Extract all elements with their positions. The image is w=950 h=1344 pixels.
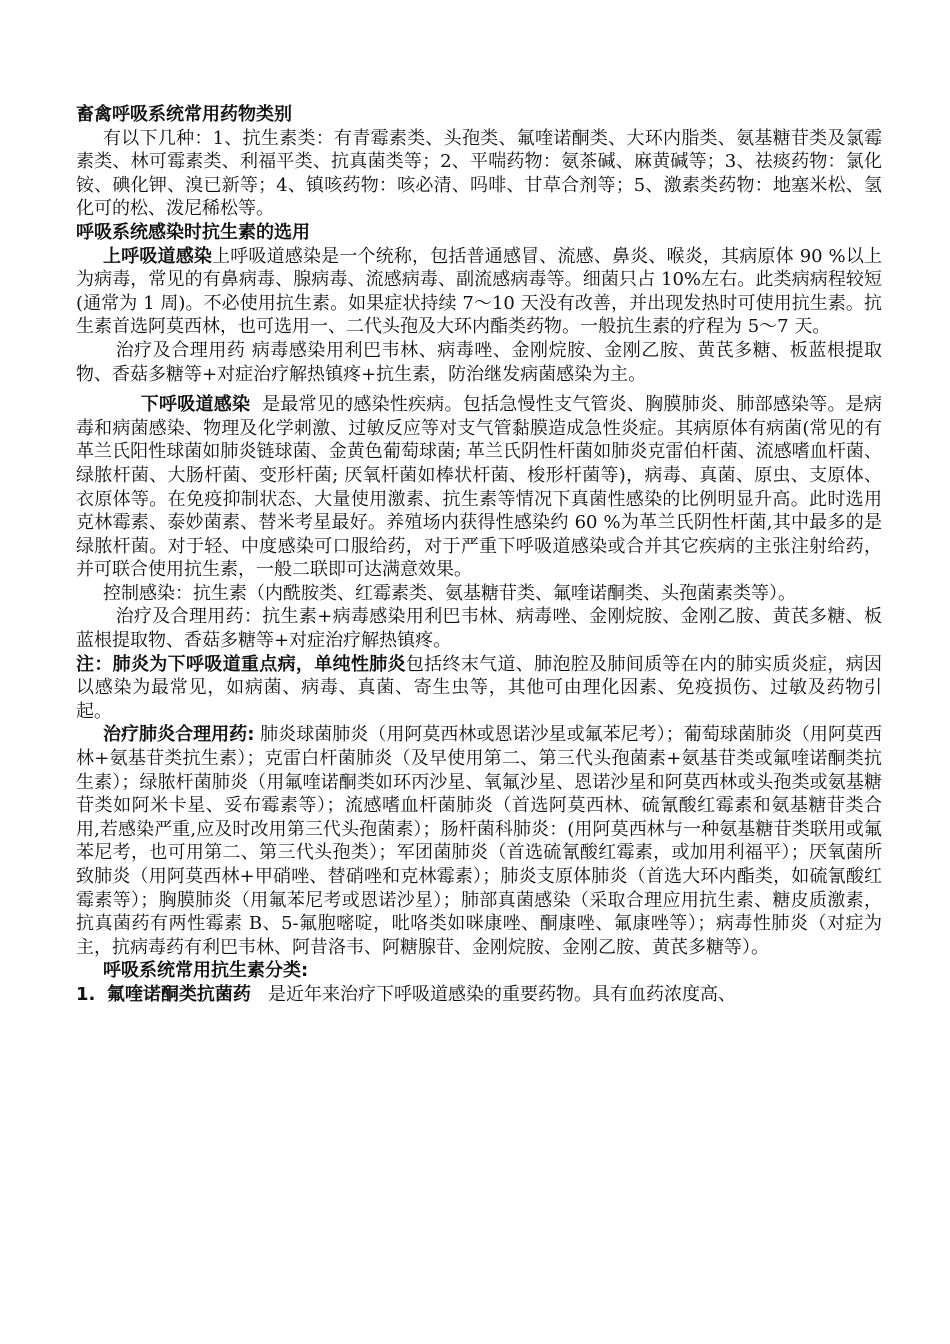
heading-pneumonia-note: 注：肺炎为下呼吸道重点病，单纯性肺炎 [76,653,406,675]
heading-fluoroquinolones: 氟喹诺酮类抗菌药 [106,983,251,1005]
heading-upper-respiratory: 上呼吸道感染 [103,245,213,267]
paragraph-lower-treatment: 治疗及合理用药：抗生素+病毒感染用利巴韦林、病毒唑、金刚烷胺、金刚乙胺、黄芪多糖、板蓝根提取物、香菇多糖等+对症治疗解热镇疼。 [76,606,882,652]
text-pneumonia-note: 包括终末气道、肺泡腔及肺间质等在内的肺实质炎症，病因以感染为最常见，如病菌、病毒、真菌、寄生虫等，其他可由理化因素、免疫损伤、过敏及药物引起。 [76,653,882,722]
section-title-drug-categories: 畜禽呼吸系统常用药物类别 [76,104,292,125]
paragraph-pneumonia-treatment [76,723,882,959]
paragraph-item-1 [76,983,882,1007]
heading-antibiotic-classes: 呼吸系统常用抗生素分类: [103,960,309,982]
paragraph-control-infection: 控制感染：抗生素（内酰胺类、红霉素类、氨基糖苷类、氟喹诺酮类、头孢菌素类等）。 [103,582,796,604]
paragraph-upper-respiratory [76,245,882,339]
text-pneumonia-treatment: 肺炎球菌肺炎（用阿莫西林或恩诺沙星或氟苯尼考）；葡萄球菌肺炎（用阿莫西林+氨基苷类抗生素）；克雷白杆菌肺炎（及早使用第二、第三代头孢菌素+氨基苷类或氟喹诺酮类抗生素）；绿脓杆菌肺炎（用氟喹诺酮类如环丙沙星、氧氟沙星、恩诺沙星和阿莫西林或头孢类或氨基糖苷类如阿米卡星、妥布霉素等）；流感嗜血杆菌肺炎（首选阿莫西林、硫氰酸红霉素和氨基糖苷类合用,若感染严重,应及时改用第三代头孢菌素）；肠杆菌科肺炎：(用阿莫西林与一种氨基糖苷类联用或氟苯尼考，也可用第二、第三代头孢类）；军团菌肺炎（首选硫氰酸红霉素，或加用利福平）；厌氧菌所致肺炎（用阿莫西林+甲硝唑、替硝唑和克林霉素）；肺炎支原体肺炎（首选大环内酯类，如硫氰酸红霉素等）；胸膜肺炎（用氟苯尼考或恩诺沙星）；肺部真菌感染（采取合理应用抗生素、糖皮质激素，抗真菌药有两性霉素 B、5-氟胞嘧啶，吡咯类如咪康唑、酮康唑、氟康唑等）；病毒性肺炎（对症为主，抗病毒药有利巴韦林、阿昔洛韦、阿糖腺苷、金刚烷胺、金刚乙胺、黄芪多糖等）。 [76,724,883,958]
text-lower-respiratory: 是最常见的感染性疾病。包括急慢性支气管炎、胸膜肺炎、肺部感染等。是病毒和病菌感染、物理及化学刺激、过敏反应等对支气管黏膜造成急性炎症。其病原体有病菌(常见的有革兰氏阳性球菌如肺炎链球菌、金黄色葡萄球菌; 革兰氏阴性杆菌如肺炎克雷伯杆菌、流感嗜血杆菌、绿脓杆菌、大肠杆菌、变形杆菌; 厌氧杆菌如棒状杆菌、梭形杆菌等)，病毒、真菌、原虫、支原体、衣原体等。在免疫抑制状态、大量使用激素、抗生素等情况下真菌性感染的比例明显升高。此时选用克林霉素、泰妙菌素、替米考星最好。养殖场内获得性感染约 60 %为革兰氏阴性杆菌,其中最多的是绿脓杆菌。对于轻、中度感染可口服给药，对于严重下呼吸道感染或合并其它疾病的主张注射给药，并可联合使用抗生素，一般二联即可达满意效果。 [76,394,883,581]
heading-pneumonia-treatment: 治疗肺炎合理用药: [103,724,255,746]
text-upper-respiratory: 上呼吸道感染是一个统称，包括普通感冒、流感、鼻炎、喉炎，其病原体 90 %以上为病毒，常见的有鼻病毒、腺病毒、流感病毒、副流感病毒等。细菌只占 10%左右。此类病病程较短(通常为 1 周)。不必使用抗生素。如果症状持续 7～10 天没有改善，并出现发热时可使用抗生素。抗生素首选阿莫西林，也可选用一、二代头孢及大环内酯类药物。一般抗生素的疗程为 5～7 天。 [76,245,882,338]
document-page [76,103,882,1007]
paragraph-pneumonia-note [76,653,882,724]
item-1-number: 1. [76,983,96,1005]
heading-lower-respiratory: 下呼吸道感染 [140,394,251,416]
section-title-antibiotic-selection: 呼吸系统感染时抗生素的选用 [76,221,310,243]
text-fluoroquinolones: 是近年来治疗下呼吸道感染的重要药物。具有血药浓度高、 [268,983,736,1005]
paragraph-drug-list: 有以下几种：1、抗生素类：有青霉素类、头孢类、氟喹诺酮类、大环内脂类、氨基糖苷类及氯霉素类、林可霉素类、利福平类、抗真菌类等；2、平喘药物：氨茶碱、麻黄碱等；3、祛痰药物：氯化铵、碘化钾、溴已新等；4、镇咳药物：咳必清、吗啡、甘草合剂等；5、激素类药物：地塞米松、氢化可的松、泼尼稀松等。 [76,127,882,220]
paragraph-upper-treatment: 治疗及合理用药 病毒感染用利巴韦林、病毒唑、金刚烷胺、金刚乙胺、黄芪多糖、板蓝根提取物、香菇多糖等+对症治疗解热镇疼+抗生素，防治继发病菌感染为主。 [76,339,882,385]
paragraph-lower-respiratory [76,393,882,582]
